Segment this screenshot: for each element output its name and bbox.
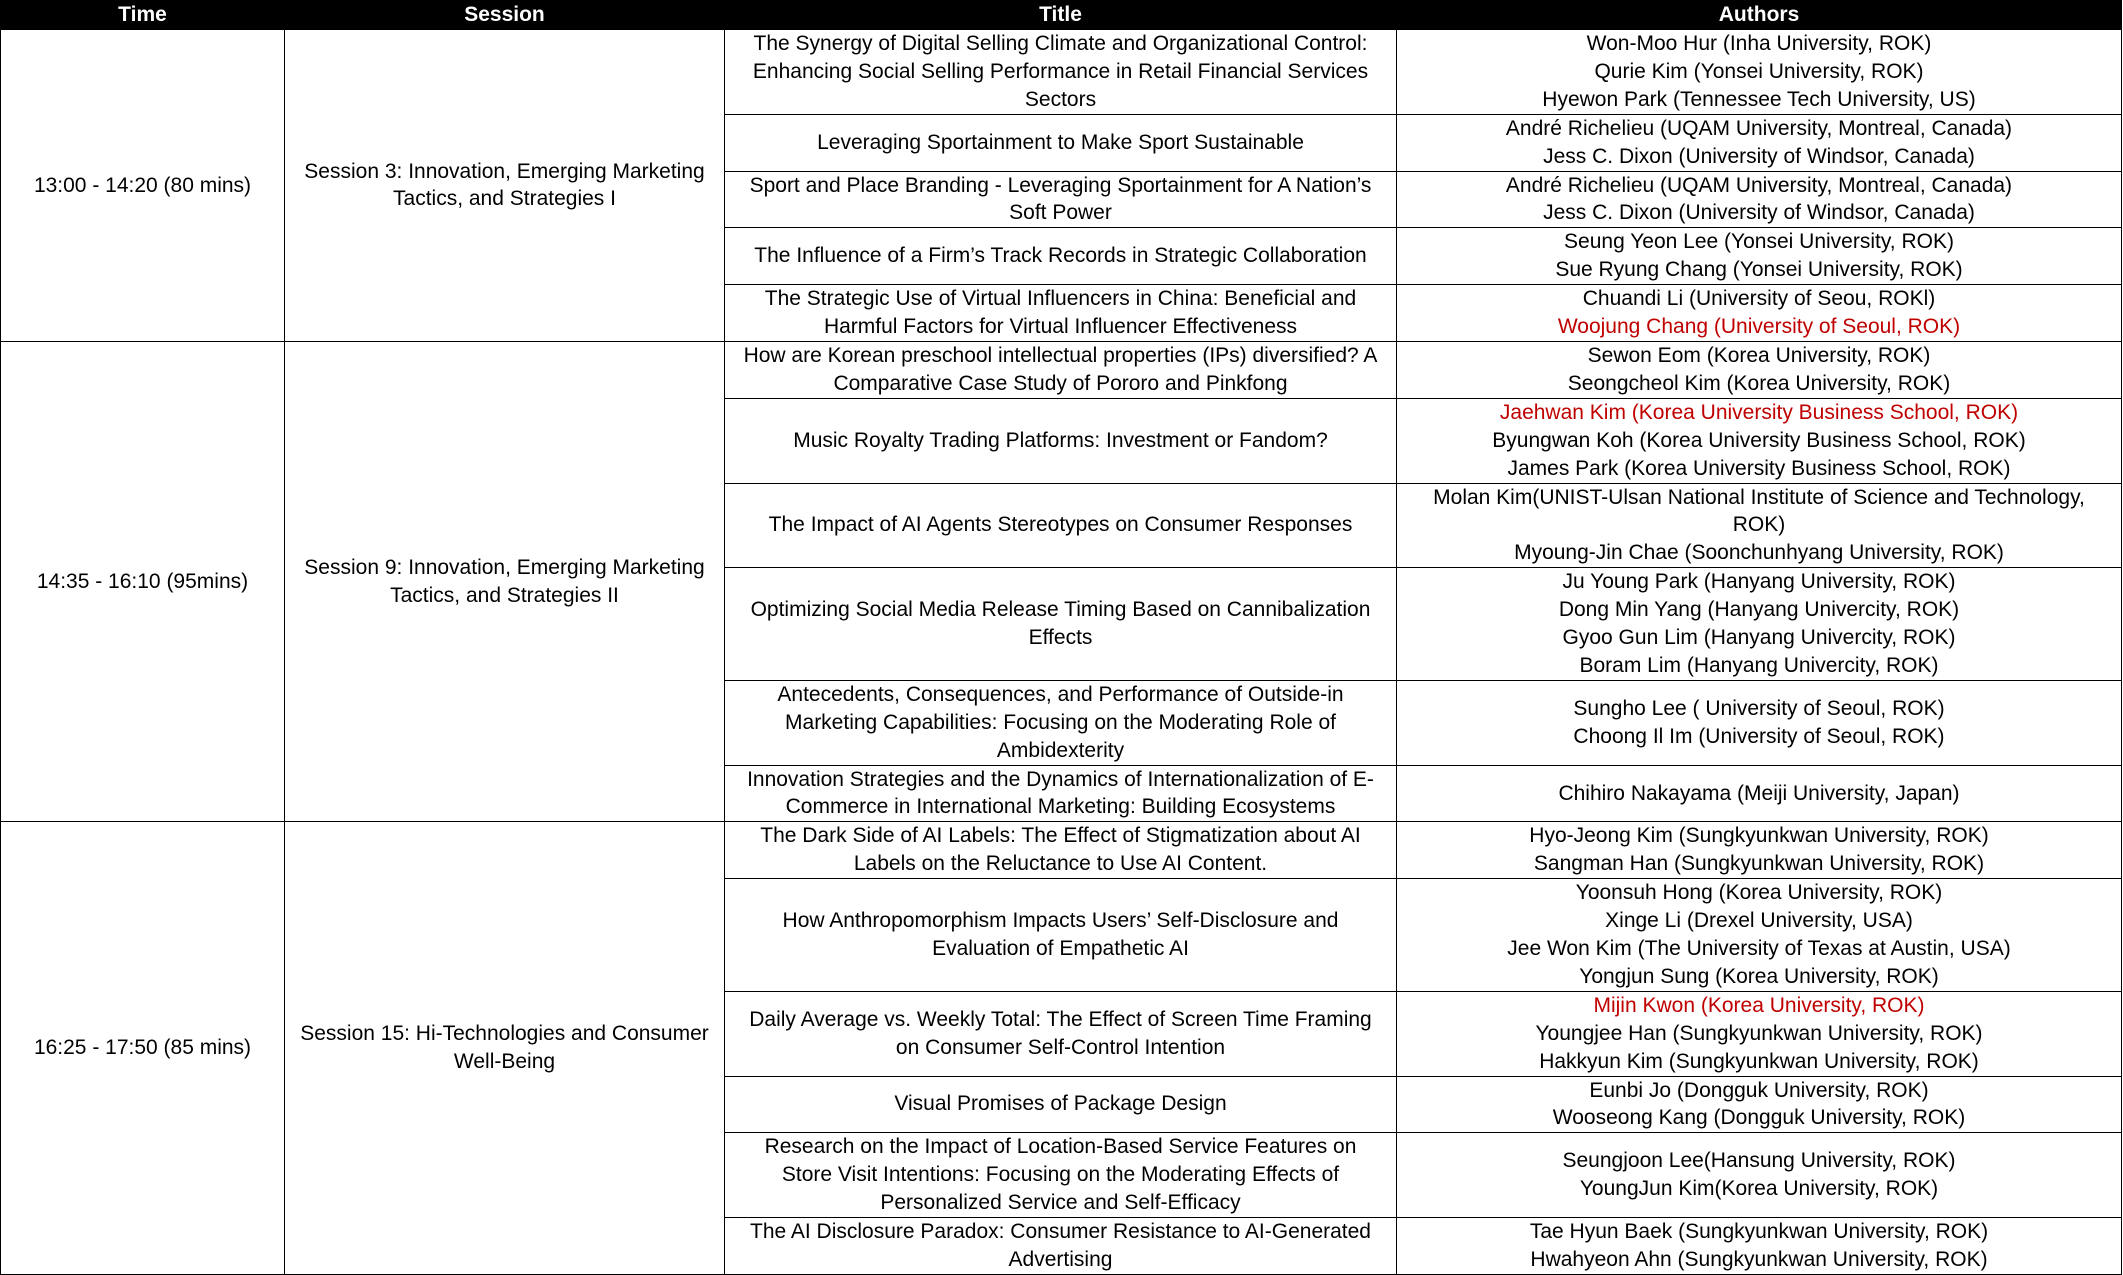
author-line: Hyo-Jeong Kim (Sungkyunkwan University, ROK): [1529, 824, 1989, 848]
paper-authors: [1397, 114, 2122, 171]
paper-authors: [1397, 879, 2122, 992]
paper-title: Leveraging Sportainment to Make Sport Sustainable: [725, 114, 1397, 171]
author-line: Xinge Li (Drexel University, USA): [1605, 909, 1913, 933]
session-name: Session 3: Innovation, Emerging Marketing Tactics, and Strategies I: [285, 30, 725, 342]
author-line: Ju Young Park (Hanyang University, ROK): [1562, 570, 1956, 594]
author-line: Jee Won Kim (The University of Texas at Austin, USA): [1507, 937, 2011, 960]
author-line: André Richelieu (UQAM University, Montreal, Canada): [1505, 116, 2013, 140]
paper-authors: [1397, 568, 2122, 681]
author-line: Sue Ryung Chang (Yonsei University, ROK): [1555, 258, 1963, 282]
paper-title: Antecedents, Consequences, and Performance of Outside-in Marketing Capabilities: Focusing on the Moderating Role of Ambidexterity: [725, 680, 1397, 765]
author-line: Yoonsuh Hong (Korea University, ROK): [1575, 881, 1943, 905]
paper-authors: [1397, 285, 2122, 342]
author-line: Jaehwan Kim (Korea University Business School, ROK): [1499, 400, 2019, 424]
paper-authors: [1397, 1133, 2122, 1218]
paper-title: The Influence of a Firm’s Track Records in Strategic Collaboration: [725, 228, 1397, 285]
author-line: Sewon Eom (Korea University, ROK): [1587, 343, 1931, 367]
session-name: Session 9: Innovation, Emerging Marketing Tactics, and Strategies II: [285, 341, 725, 821]
author-line: Hakkyun Kim (Sungkyunkwan University, ROK): [1539, 1049, 1979, 1073]
author-line: Hwahyeon Ahn (Sungkyunkwan University, ROK): [1530, 1247, 1988, 1271]
author-line: Gyoo Gun Lim (Hanyang Univercity, ROK): [1562, 626, 1956, 650]
author-line: Chuandi Li (University of Seou, ROKl): [1582, 287, 1936, 311]
schedule-body: [1, 30, 2122, 1275]
author-line: Mijin Kwon (Korea University, ROK): [1593, 993, 1925, 1017]
author-line: Yongjun Sung (Korea University, ROK): [1579, 964, 1939, 988]
paper-title: The AI Disclosure Paradox: Consumer Resistance to AI-Generated Advertising: [725, 1218, 1397, 1275]
paper-title: The Synergy of Digital Selling Climate and Organizational Control: Enhancing Social Selling Performance in Retail Financial Services Sectors: [725, 30, 1397, 115]
paper-title: How Anthropomorphism Impacts Users’ Self-Disclosure and Evaluation of Empathetic AI: [725, 879, 1397, 992]
author-line: Choong Il Im (University of Seoul, ROK): [1573, 724, 1945, 748]
paper-authors: [1397, 228, 2122, 285]
author-line: Won-Moo Hur (Inha University, ROK): [1586, 32, 1932, 55]
table-row: [1, 341, 2122, 398]
author-line: Hyewon Park (Tennessee Tech University, US): [1542, 87, 1976, 111]
author-line: Eunbi Jo (Dongguk University, ROK): [1589, 1078, 1929, 1102]
session-name: Session 15: Hi-Technologies and Consumer Well-Being: [285, 822, 725, 1275]
header-time: Time: [1, 1, 285, 30]
paper-title: The Strategic Use of Virtual Influencers in China: Beneficial and Harmful Factors for Virtual Influencer Effectiveness: [725, 285, 1397, 342]
author-line: Chihiro Nakayama (Meiji University, Japan): [1558, 781, 1960, 805]
session-time: 14:35 - 16:10 (95mins): [1, 341, 285, 821]
paper-authors: [1397, 30, 2122, 115]
paper-title: Sport and Place Branding - Leveraging Sportainment for A Nation’s Soft Power: [725, 171, 1397, 228]
author-line: Wooseong Kang (Dongguk University, ROK): [1552, 1106, 1966, 1130]
author-line: James Park (Korea University Business School, ROK): [1507, 456, 2011, 480]
paper-title: Music Royalty Trading Platforms: Investment or Fandom?: [725, 398, 1397, 483]
author-line: Jess C. Dixon (University of Windsor, Canada): [1543, 144, 1975, 168]
author-line: Seungjoon Lee(Hansung University, ROK): [1562, 1149, 1956, 1173]
table-row: [1, 822, 2122, 879]
author-line: Youngjee Han (Sungkyunkwan University, ROK): [1535, 1021, 1983, 1045]
author-line: Sangman Han (Sungkyunkwan University, ROK): [1533, 852, 1985, 876]
author-line: Dong Min Yang (Hanyang Univercity, ROK): [1558, 598, 1960, 622]
header-row: [1, 1, 2122, 30]
paper-title: Daily Average vs. Weekly Total: The Effect of Screen Time Framing on Consumer Self-Control Intention: [725, 991, 1397, 1076]
paper-title: Innovation Strategies and the Dynamics of Internationalization of E-Commerce in International Marketing: Building Ecosystems: [725, 765, 1397, 822]
paper-title: Research on the Impact of Location-Based Service Features on Store Visit Intentions: Focusing on the Moderating Effects of Personalized Service and Self-Efficacy: [725, 1133, 1397, 1218]
author-line: Woojung Chang (University of Seoul, ROK): [1557, 315, 1961, 339]
author-line: Sungho Lee ( University of Seoul, ROK): [1573, 696, 1945, 720]
paper-authors: [1397, 822, 2122, 879]
paper-authors: [1397, 991, 2122, 1076]
author-line: Jess C. Dixon (University of Windsor, Canada): [1543, 201, 1975, 225]
author-line: Molan Kim(UNIST-Ulsan National Institute of Science and Technology, ROK): [1433, 485, 2085, 537]
paper-authors: [1397, 1076, 2122, 1133]
header-title: Title: [725, 1, 1397, 30]
header-session: Session: [285, 1, 725, 30]
author-line: André Richelieu (UQAM University, Montreal, Canada): [1505, 173, 2013, 197]
session-time: 13:00 - 14:20 (80 mins): [1, 30, 285, 342]
author-line: Seongcheol Kim (Korea University, ROK): [1567, 371, 1951, 395]
paper-authors: [1397, 765, 2122, 822]
paper-title: Visual Promises of Package Design: [725, 1076, 1397, 1133]
author-line: Tae Hyun Baek (Sungkyunkwan University, ROK): [1529, 1220, 1989, 1244]
author-line: Seung Yeon Lee (Yonsei University, ROK): [1564, 230, 1954, 254]
session-time: 16:25 - 17:50 (85 mins): [1, 822, 285, 1275]
paper-title: Optimizing Social Media Release Timing Based on Cannibalization Effects: [725, 568, 1397, 681]
paper-title: How are Korean preschool intellectual properties (IPs) diversified? A Comparative Case Study of Pororo and Pinkfong: [725, 341, 1397, 398]
table-row: [1, 30, 2122, 115]
paper-authors: [1397, 171, 2122, 228]
paper-authors: [1397, 398, 2122, 483]
paper-authors: [1397, 1218, 2122, 1275]
author-line: Myoung-Jin Chae (Soonchunhyang University, ROK): [1514, 541, 2004, 565]
paper-title: The Impact of AI Agents Stereotypes on Consumer Responses: [725, 483, 1397, 568]
author-line: Boram Lim (Hanyang Univercity, ROK): [1579, 653, 1939, 677]
paper-authors: [1397, 483, 2122, 568]
paper-authors: [1397, 680, 2122, 765]
header-authors: Authors: [1397, 1, 2122, 30]
paper-authors: [1397, 341, 2122, 398]
author-line: YoungJun Kim(Korea University, ROK): [1579, 1177, 1939, 1201]
author-line: Byungwan Koh (Korea University Business School, ROK): [1492, 428, 2026, 452]
author-line: Qurie Kim (Yonsei University, ROK): [1594, 59, 1924, 83]
paper-title: The Dark Side of AI Labels: The Effect of Stigmatization about AI Labels on the Reluctance to Use AI Content.: [725, 822, 1397, 879]
